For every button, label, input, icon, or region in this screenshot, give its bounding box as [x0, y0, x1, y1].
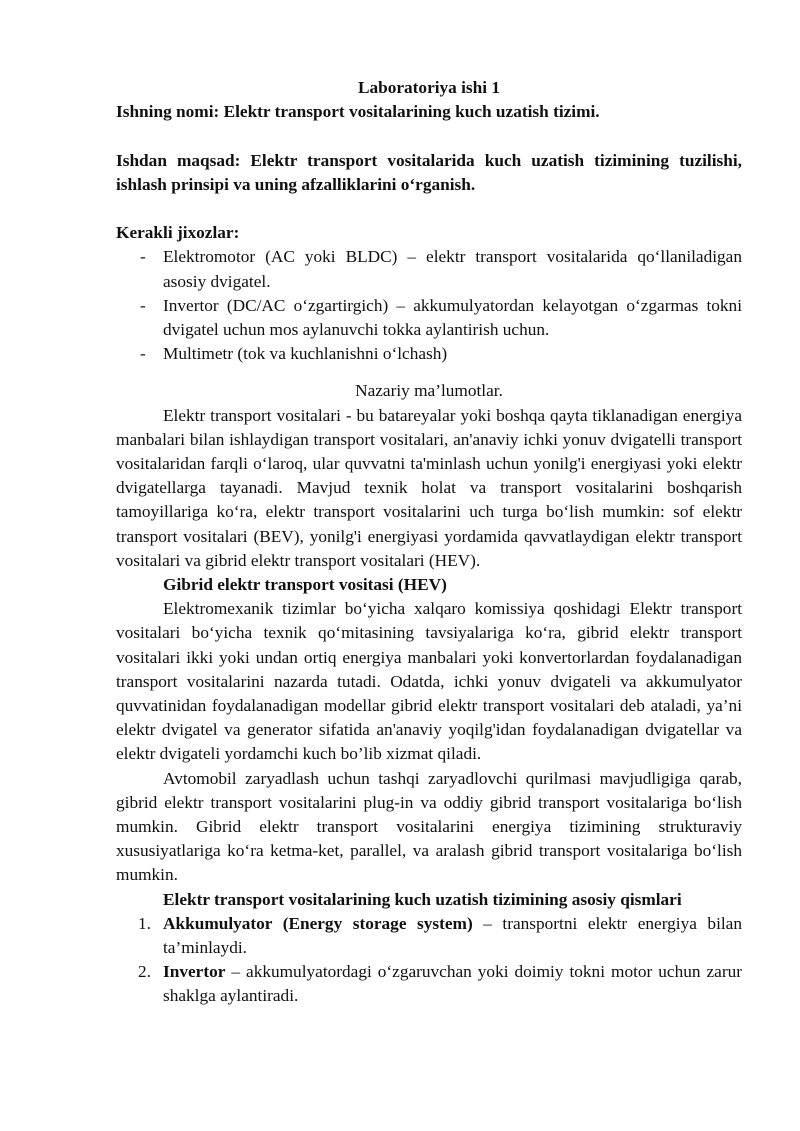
theory-paragraph: Avtomobil zaryadlash uchun tashqi zaryadlovchi qurilmasi mavjudligiga qarab, gibrid elektr transport vositalarini plug-in va oddiy gibrid transport vositalariga bo‘lish mumkin. Gibrid elektr transport vositalarini energiya tizimining strukturaviy xususiyatlariga ko‘ra ketma-ket, parallel, va aralash gibrid transport vositalariga bo‘lish mumkin. [116, 768, 742, 885]
hev-subheading: Gibrid elektr transport vositasi (HEV) [163, 575, 447, 595]
list-item [116, 294, 742, 342]
list-number: 1. [138, 913, 151, 933]
parts-list [116, 912, 742, 1009]
work-name: Ishning nomi: Elektr transport vositalarining kuch uzatish tizimi. [116, 102, 600, 122]
list-item [116, 342, 742, 366]
lab-title: Laboratoriya ishi 1 [357, 78, 501, 97]
part-term: Invertor [163, 962, 226, 982]
equipment-item-text: Multimetr (tok va kuchlanishni o‘lchash) [163, 344, 448, 364]
parts-subheading: Elektr transport vositalarining kuch uzatish tizimining asosiy qismlari [163, 889, 682, 909]
blank-line [116, 124, 742, 148]
list-number: 2. [138, 962, 151, 982]
part-term: Akkumulyator (Energy storage system) [163, 913, 473, 933]
dash-marker: - [140, 247, 146, 267]
equipment-item-text: Elektromotor (AC yoki BLDC) – elektr transport vositalarida qo‘llaniladigan asosiy dvigatel. [163, 247, 742, 291]
theory-heading: Nazariy ma’lumotlar. [355, 381, 503, 401]
list-item [116, 245, 742, 293]
dash-marker: - [140, 344, 146, 364]
blank-line [116, 197, 742, 221]
theory-paragraph: Elektromexanik tizimlar bo‘yicha xalqaro komissiya qoshidagi Elektr transport vositalari bo‘yicha texnik qo‘mitasining tavsiyalariga ko‘ra, gibrid elektr transport vositalari ikki yoki undan ortiq energiya manbalari yoki konvertorlardan foydalanadigan transport vositalarini nazarda tutadi. Odatda, ichki yonuv dvigateli va akkumulyator quvvatinidan foydalanadigan modellar gibrid elektr transport vositalari deb ataladi, ya’ni elektr dvigatel va generator sifatida an'anaviy yoqilg'idan foydalanadigan dvigatellar va elektr dvigateli yordamchi kuch bo’lib xizmat qiladi. [116, 599, 742, 764]
dash-marker: - [140, 295, 146, 315]
theory-paragraph: Elektr transport vositalari - bu batareyalar yoki boshqa qayta tiklanadigan energiya manbalari bilan ishlaydigan transport vositalari, an'anaviy ichki yonuv dvigatelli transport vositalaridan farqli o‘laroq, ular quvvatni ta'minlash uchun yonilg'i energiyasi yoki elektr dvigatellarga tayanadi. Mavjud texnik holat va transport vositalarini boshqarish tamoyillariga ko‘ra, elektr transport vositalarini uch turga bo‘lish mumkin: sof elektr transport vositalari (BEV), yonilg'i energiyasi yordamida qavvatlaydigan elektr transport vositalari va gibrid elektr transport vositalari (HEV). [116, 405, 742, 570]
list-item [116, 912, 742, 960]
equipment-heading: Kerakli jixozlar: [116, 223, 240, 243]
part-description: – akkumulyatordagi o‘zgaruvchan yoki doimiy tokni motor uchun zarur shaklga aylantiradi. [163, 962, 742, 1006]
equipment-list [116, 245, 742, 366]
list-item [116, 960, 742, 1008]
work-goal: Ishdan maqsad: Elektr transport vositalarida kuch uzatish tizimining tuzilishi, ishlash prinsipi va uning afzalliklarini o‘rganish. [116, 150, 742, 194]
equipment-item-text: Invertor (DC/AC o‘zgartirgich) – akkumulyatordan kelayotgan o‘zgarmas tokni dvigatel uchun mos aylanuvchi tokka aylantirish uchun. [163, 295, 742, 339]
part-description: – transportni elektr energiya bilan ta’minlaydi. [163, 913, 742, 958]
